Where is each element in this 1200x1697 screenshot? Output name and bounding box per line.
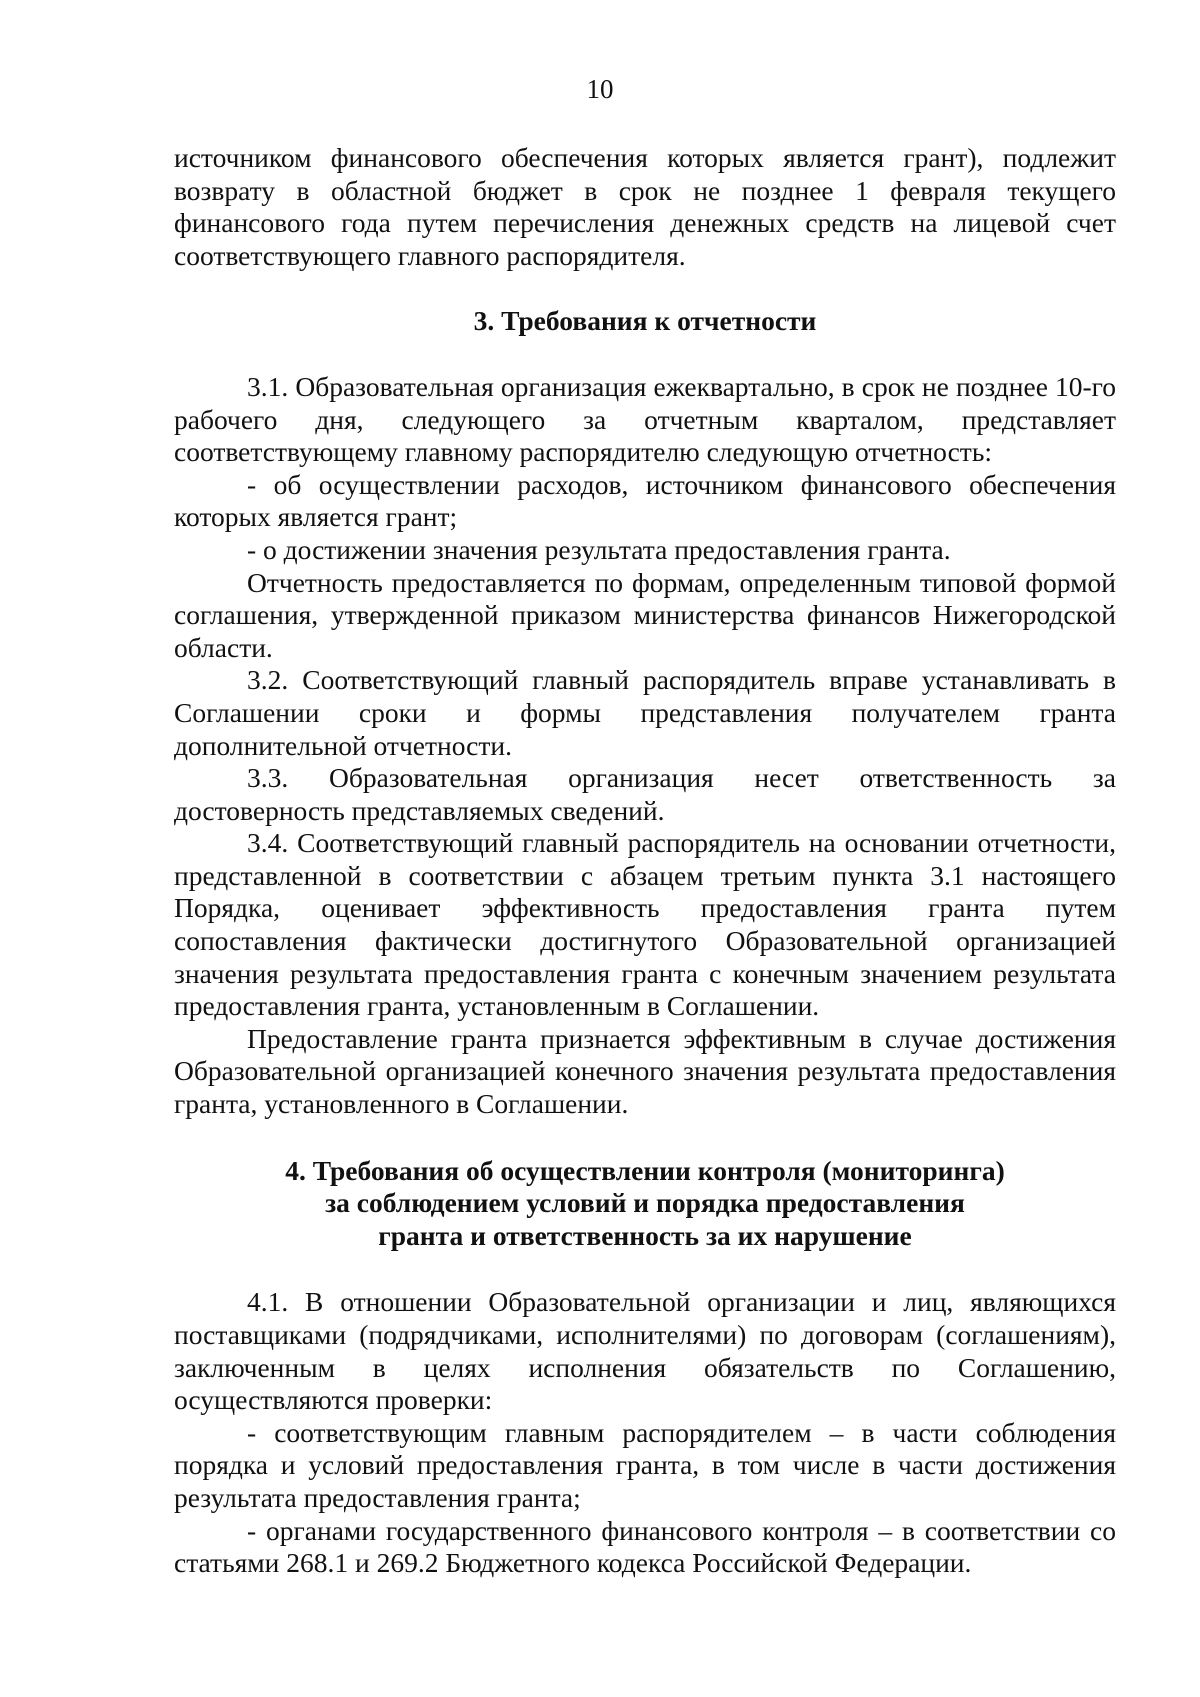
document-body bbox=[174, 142, 1116, 1580]
bullet-result-report: - о достижении значения результата предоставления гранта. bbox=[247, 533, 951, 565]
section-4-heading bbox=[174, 1155, 1116, 1253]
paragraph-report-forms: Отчетность предоставляется по формам, определенным типовой формой соглашения, утвержденной приказом министерства финансов Нижегородской области. bbox=[174, 566, 1116, 663]
bullet-expenses-report: - об осуществлении расходов, источником финансового обеспечения которых является грант; bbox=[174, 468, 1116, 533]
paragraph-effectiveness: Предоставление гранта признается эффективным в случае достижения Образовательной организацией конечного значения результата предоставления гранта, установленного в Соглашении. bbox=[174, 1022, 1116, 1120]
section-4-heading-line-3: гранта и ответственность за их нарушение bbox=[378, 1219, 912, 1251]
paragraph-3-2: 3.2. Соответствующий главный распорядитель вправе устанавливать в Соглашении сроки и формы представления получателем гранта дополнительной отчетности. bbox=[174, 664, 1116, 761]
paragraph-3-1: 3.1. Образовательная организация ежеквартально, в срок не позднее 10-го рабочего дня, следующего за отчетным кварталом, представляет соответствующему главному распорядителю следующую отчетность: bbox=[174, 370, 1116, 468]
section-3-heading: 3. Требования к отчетности bbox=[473, 305, 817, 337]
section-4-heading-line-2: за соблюдением условий и порядка предоставления bbox=[325, 1187, 965, 1219]
bullet-state-control-checks: - органами государственного финансового контроля – в соответствии со статьями 268.1 и 269.2 Бюджетного кодекса Российской Федерации. bbox=[174, 1514, 1116, 1579]
bullet-main-manager-checks: - соответствующим главным распорядителем – в части соблюдения порядка и условий предоставления гранта, в том числе в части достижения результата предоставления гранта; bbox=[174, 1416, 1116, 1513]
page-number: 10 bbox=[586, 74, 614, 104]
section-4-heading-line-1: 4. Требования об осуществлении контроля (мониторинга) bbox=[285, 1154, 1005, 1186]
paragraph-4-1: 4.1. В отношении Образовательной организации и лиц, являющихся поставщиками (подрядчиками, исполнителями) по договорам (соглашениям), заключенным в целях исполнения обязательств по Соглашению, осуществляются проверки: bbox=[174, 1286, 1116, 1416]
paragraph-3-4: 3.4. Соответствующий главный распорядитель на основании отчетности, представленной в соответствии с абзацем третьим пункта 3.1 настоящего Порядка, оценивает эффективность предоставления гранта путем сопоставления фактически достигнутого Образовательной организацией значения результата предоставления гранта с конечным значением результата предоставления гранта, установленным в Соглашении. bbox=[174, 827, 1116, 1022]
intro-paragraph: источником финансового обеспечения которых является грант), подлежит возврату в областной бюджет в срок не позднее 1 февраля текущего финансового года путем перечисления денежных средств на лицевой счет соответствующего главного распорядителя. bbox=[174, 142, 1116, 271]
paragraph-3-3: 3.3. Образовательная организация несет ответственность за достоверность представляемых сведений. bbox=[174, 762, 1116, 826]
